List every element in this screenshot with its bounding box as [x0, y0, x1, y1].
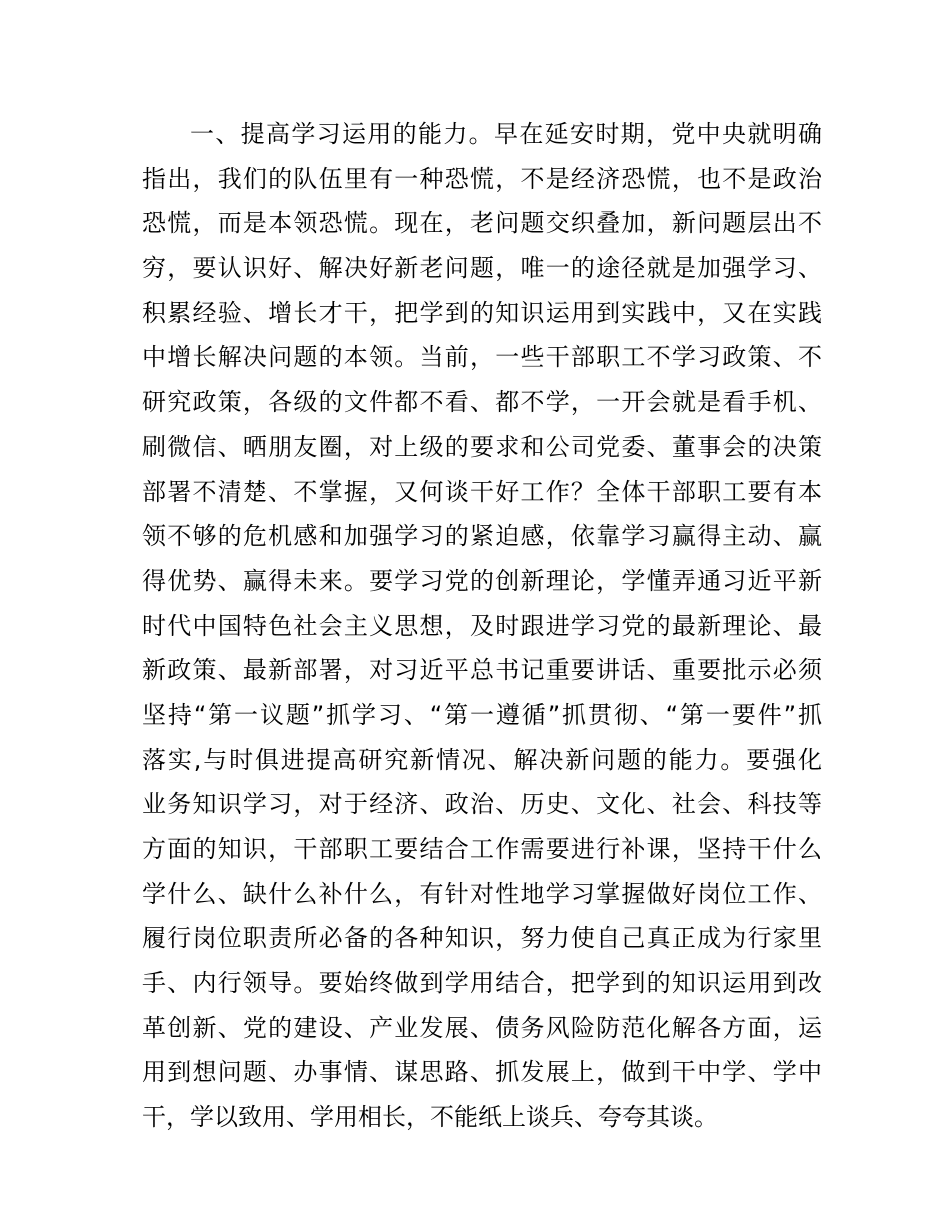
paragraph-line: 业务知识学习，对于经济、政治、历史、文化、社会、科技等	[142, 790, 822, 819]
paragraph-line: 手、内行领导。要始终做到学用结合，把学到的知识运用到改	[142, 969, 822, 998]
paragraph-line: 穷，要认识好、解决好新老问题，唯一的途径就是加强学习、	[142, 254, 822, 283]
paragraph-line: 新政策、最新部署，对习近平总书记重要讲话、重要批示必须	[142, 656, 822, 685]
paragraph-line: 部署不清楚、不掌握，又何谈干好工作？全体干部职工要有本	[142, 477, 822, 506]
paragraph-line: 干，学以致用、学用相长，不能纸上谈兵、夸夸其谈。	[142, 1103, 718, 1132]
paragraph-line: 落实,与时俱进提高研究新情况、解决新问题的能力。要强化	[142, 745, 822, 774]
paragraph-line: 时代中国特色社会主义思想，及时跟进学习党的最新理论、最	[142, 611, 822, 640]
paragraph-line: 恐慌，而是本领恐慌。现在，老问题交织叠加，新问题层出不	[142, 209, 822, 238]
paragraph-line: 刷微信、晒朋友圈，对上级的要求和公司党委、董事会的决策	[142, 432, 822, 461]
paragraph-line: 方面的知识，干部职工要结合工作需要进行补课，坚持干什么	[142, 835, 822, 863]
paragraph-line: 用到想问题、办事情、谋思路、抓发展上，做到干中学、学中	[142, 1058, 822, 1087]
body-paragraph	[142, 112, 822, 1140]
paragraph-line: 得优势、赢得未来。要学习党的创新理论，学懂弄通习近平新	[142, 566, 822, 595]
paragraph-line: 学什么、缺什么补什么，有针对性地学习掌握做好岗位工作、	[142, 879, 822, 908]
paragraph-line: 积累经验、增长才干，把学到的知识运用到实践中，又在实践	[142, 298, 822, 327]
paragraph-line: 履行岗位职责所必备的各种知识，努力使自己真正成为行家里	[142, 924, 822, 953]
paragraph-line: 中增长解决问题的本领。当前，一些干部职工不学习政策、不	[142, 343, 822, 372]
paragraph-line: 革创新、党的建设、产业发展、债务风险防范化解各方面，运	[142, 1013, 822, 1042]
paragraph-line: 研究政策，各级的文件都不看、都不学，一开会就是看手机、	[142, 388, 822, 417]
paragraph-line: 领不够的危机感和加强学习的紧迫感，依靠学习赢得主动、赢	[142, 522, 822, 551]
paragraph-line: 一、提高学习运用的能力。早在延安时期，党中央就明确	[190, 120, 822, 148]
paragraph-line: 坚持“第一议题”抓学习、“第一遵循”抓贯彻、“第一要件”抓	[142, 700, 822, 729]
paragraph-line: 指出，我们的队伍里有一种恐慌，不是经济恐慌，也不是政治	[142, 164, 822, 193]
